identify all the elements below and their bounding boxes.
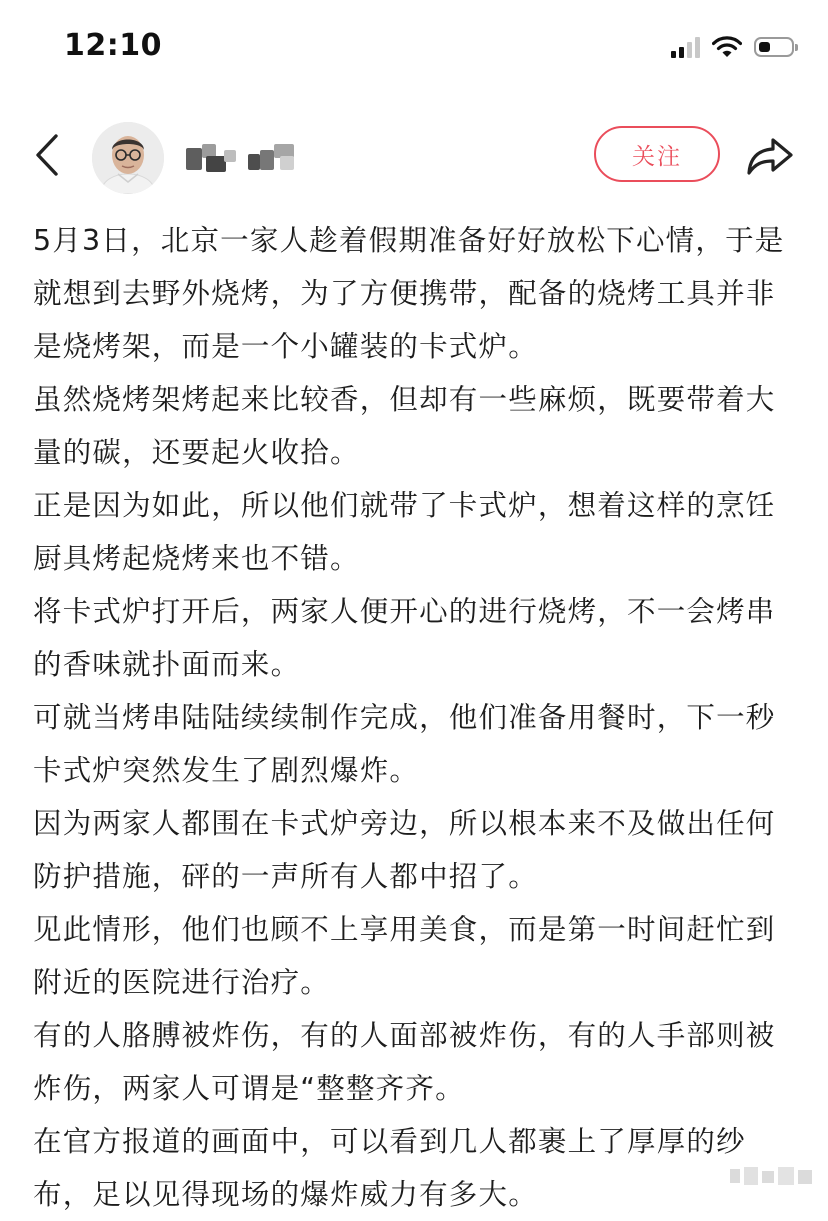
- wifi-icon: [712, 36, 742, 58]
- cellular-signal-icon: [671, 36, 700, 58]
- post-content: [33, 214, 801, 1221]
- avatar[interactable]: [92, 122, 164, 194]
- share-arrow-icon[interactable]: [744, 134, 796, 178]
- status-icons: [671, 36, 794, 58]
- battery-level: [759, 42, 770, 52]
- chevron-left-icon[interactable]: [30, 132, 66, 178]
- post-header: [0, 110, 828, 200]
- follow-button[interactable]: 关注: [594, 126, 720, 182]
- avatar-photo: [92, 122, 164, 194]
- post-paragraph: 可就当烤串陆陆续续制作完成，他们准备用餐时，下一秒卡式炉突然发生了剧烈爆炸。: [33, 701, 776, 787]
- post-paragraph: 正是因为如此，所以他们就带了卡式炉，想着这样的烹饪厨具烤起烧烤来也不错。: [33, 489, 776, 575]
- post-paragraph: 将卡式炉打开后，两家人便开心的进行烧烤，不一会烤串的香味就扑面而来。: [33, 595, 776, 681]
- status-time: 12:10: [64, 28, 162, 63]
- battery-icon: [754, 37, 794, 57]
- post-paragraph: 见此情形，他们也顾不上享用美食，而是第一时间赶忙到附近的医院进行治疗。: [33, 913, 776, 999]
- post-paragraph: 虽然烧烤架烤起来比较香，但却有一些麻烦，既要带着大量的碳，还要起火收拾。: [33, 383, 776, 469]
- post-paragraph: 有的人胳膊被炸伤，有的人面部被炸伤，有的人手部则被炸伤，两家人可谓是“整整齐齐。: [33, 1019, 776, 1105]
- post-paragraph: 5月3日，北京一家人趁着假期准备好好放松下心情，于是就想到去野外烧烤，为了方便携带，配备的烧烤工具并非是烧烤架，而是一个小罐装的卡式炉。: [33, 224, 785, 363]
- post-paragraph: 因为两家人都围在卡式炉旁边，所以根本来不及做出任何防护措施，砰的一声所有人都中招了。: [33, 807, 776, 893]
- watermark-logo: [728, 1161, 816, 1191]
- post-paragraph: 在官方报道的画面中，可以看到几人都裹上了厚厚的纱布，足以见得现场的爆炸威力有多大。: [33, 1125, 746, 1211]
- username-redacted[interactable]: [184, 140, 308, 174]
- status-bar: [0, 0, 828, 100]
